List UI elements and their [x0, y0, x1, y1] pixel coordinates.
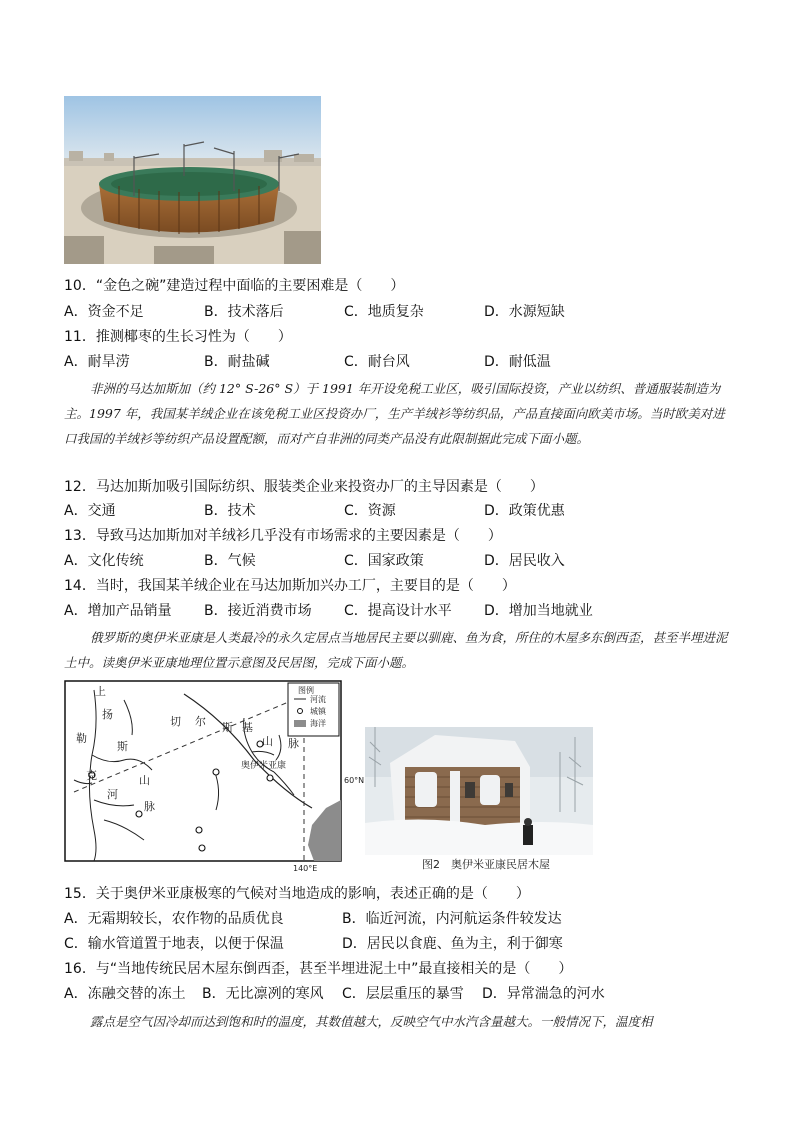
- map-label-mai2: 脉: [288, 737, 299, 750]
- question-15-stem: 15．关于奥伊米亚康极寒的气候对当地造成的影响，表述正确的是（ ）: [64, 886, 530, 902]
- figure-2-caption: 图2 奥伊米亚康民居木屋: [422, 858, 550, 871]
- map-label-mai: 脉: [144, 800, 155, 813]
- question-11-option-d[interactable]: D．耐低温: [484, 354, 551, 370]
- question-11-option-a[interactable]: A．耐旱涝: [64, 354, 130, 370]
- question-16-option-a[interactable]: A．冻融交替的冻土: [64, 986, 186, 1002]
- question-16-option-c[interactable]: C．层层重压的暴雪: [342, 986, 464, 1002]
- map-label-oymyakon: 奥伊米亚康: [241, 761, 287, 771]
- question-11-option-b[interactable]: B．耐盐碱: [204, 354, 270, 370]
- question-16-stem: 16．与“当地传统民居木屋东倒西歪，甚至半埋进泥土中”最直接相关的是（ ）: [64, 961, 573, 977]
- question-14-option-a[interactable]: A．增加产品销量: [64, 603, 172, 619]
- question-11-stem: 11．推测椰枣的生长习性为（ ）: [64, 329, 292, 345]
- legend-town: 城镇: [310, 707, 326, 716]
- legend-title: 图例: [298, 686, 314, 695]
- question-15-option-c[interactable]: C．输水管道置于地表，以便于保温: [64, 936, 284, 952]
- question-13-option-a[interactable]: A．文化传统: [64, 553, 144, 569]
- question-11-option-c[interactable]: C．耐台风: [344, 354, 410, 370]
- question-14-stem: 14．当时，我国某羊绒企业在马达加斯加兴办工厂，主要目的是（ ）: [64, 578, 516, 594]
- passage-madagascar: 非洲的马达加斯加（约 12° S-26° S）于 1991 年开设免税工业区，吸引国际投资，产业以纺织、普通服装制造为主。1997 年，我国某羊绒企业在该免税工业区投资办厂，生产羊绒衫等纺织品，产品直接面向欧美市场。当时欧美对进口我国的羊绒衫等纺织产品设置配额，而对产自非洲的同类产品没有此限制据此完成下面小题。: [64, 381, 725, 446]
- question-14-option-d[interactable]: D．增加当地就业: [484, 603, 593, 619]
- oymyakon-location-map: [64, 680, 342, 862]
- map-label-ke: 克: [86, 769, 97, 782]
- question-13-stem: 13．导致马达加斯加对羊绒衫几乎没有市场需求的主要因素是（ ）: [64, 528, 502, 544]
- question-10-option-d[interactable]: D．水源短缺: [484, 304, 565, 320]
- question-12-option-a[interactable]: A．交通: [64, 503, 116, 519]
- question-12-option-c[interactable]: C．资源: [344, 503, 396, 519]
- question-14-option-c[interactable]: C．提高设计水平: [344, 603, 452, 619]
- question-13-option-b[interactable]: B．气候: [204, 553, 256, 569]
- passage-dewpoint: 露点是空气因冷却而达到饱和时的温度，其数值越大，反映空气中水汽含量越大。一般情况下，温度相: [90, 1014, 653, 1029]
- question-12-option-d[interactable]: D．政策优惠: [484, 503, 565, 519]
- map-label-shan: 山: [139, 774, 150, 787]
- latitude-label: 60°N: [344, 776, 365, 785]
- map-label-yang: 扬: [102, 708, 113, 721]
- longitude-label: 140°E: [293, 864, 318, 873]
- question-10-stem: 10．“金色之碗”建造过程中面临的主要困难是（ ）: [64, 278, 405, 294]
- question-10-option-b[interactable]: B．技术落后: [204, 304, 284, 320]
- question-14-option-b[interactable]: B．接近消费市场: [204, 603, 312, 619]
- question-12-stem: 12．马达加斯加吸引国际纺织、服装类企业来投资办厂的主导因素是（ ）: [64, 479, 544, 495]
- map-label-er: 尔: [195, 715, 206, 728]
- map-label-si2: 斯: [222, 721, 233, 734]
- map-label-le: 勒: [76, 732, 87, 745]
- map-label-he: 河: [107, 788, 118, 801]
- map-label-qie: 切: [170, 715, 181, 728]
- legend-ocean: 海洋: [310, 719, 326, 728]
- question-16-option-b[interactable]: B．无比凛冽的寒风: [202, 986, 324, 1002]
- question-12-option-b[interactable]: B．技术: [204, 503, 256, 519]
- stadium-photo: [64, 96, 321, 264]
- map-label-ji: 基: [242, 721, 253, 734]
- legend-river: 河流: [310, 695, 326, 704]
- question-10-option-a[interactable]: A．资金不足: [64, 304, 144, 320]
- question-13-option-d[interactable]: D．居民收入: [484, 553, 565, 569]
- question-15-option-a[interactable]: A．无霜期较长，农作物的品质优良: [64, 911, 284, 927]
- map-label-si: 斯: [117, 740, 128, 753]
- question-15-option-b[interactable]: B．临近河流，内河航运条件较发达: [342, 911, 562, 927]
- question-16-option-d[interactable]: D．异常湍急的河水: [482, 986, 605, 1002]
- question-10-option-c[interactable]: C．地质复杂: [344, 304, 424, 320]
- log-house-photo: [365, 727, 593, 855]
- passage-oymyakon: 俄罗斯的奥伊米亚康是人类最冷的永久定居点当地居民主要以驯鹿、鱼为食，所住的木屋多东倒西歪，甚至半埋进泥土中。读奥伊米亚康地理位置示意图及民居图，完成下面小题。: [64, 630, 728, 670]
- question-13-option-c[interactable]: C．国家政策: [344, 553, 424, 569]
- map-label-shan2: 山: [262, 735, 273, 748]
- question-15-option-d[interactable]: D．居民以食鹿、鱼为主，利于御寒: [342, 936, 563, 952]
- map-label-shang: 上: [95, 685, 106, 698]
